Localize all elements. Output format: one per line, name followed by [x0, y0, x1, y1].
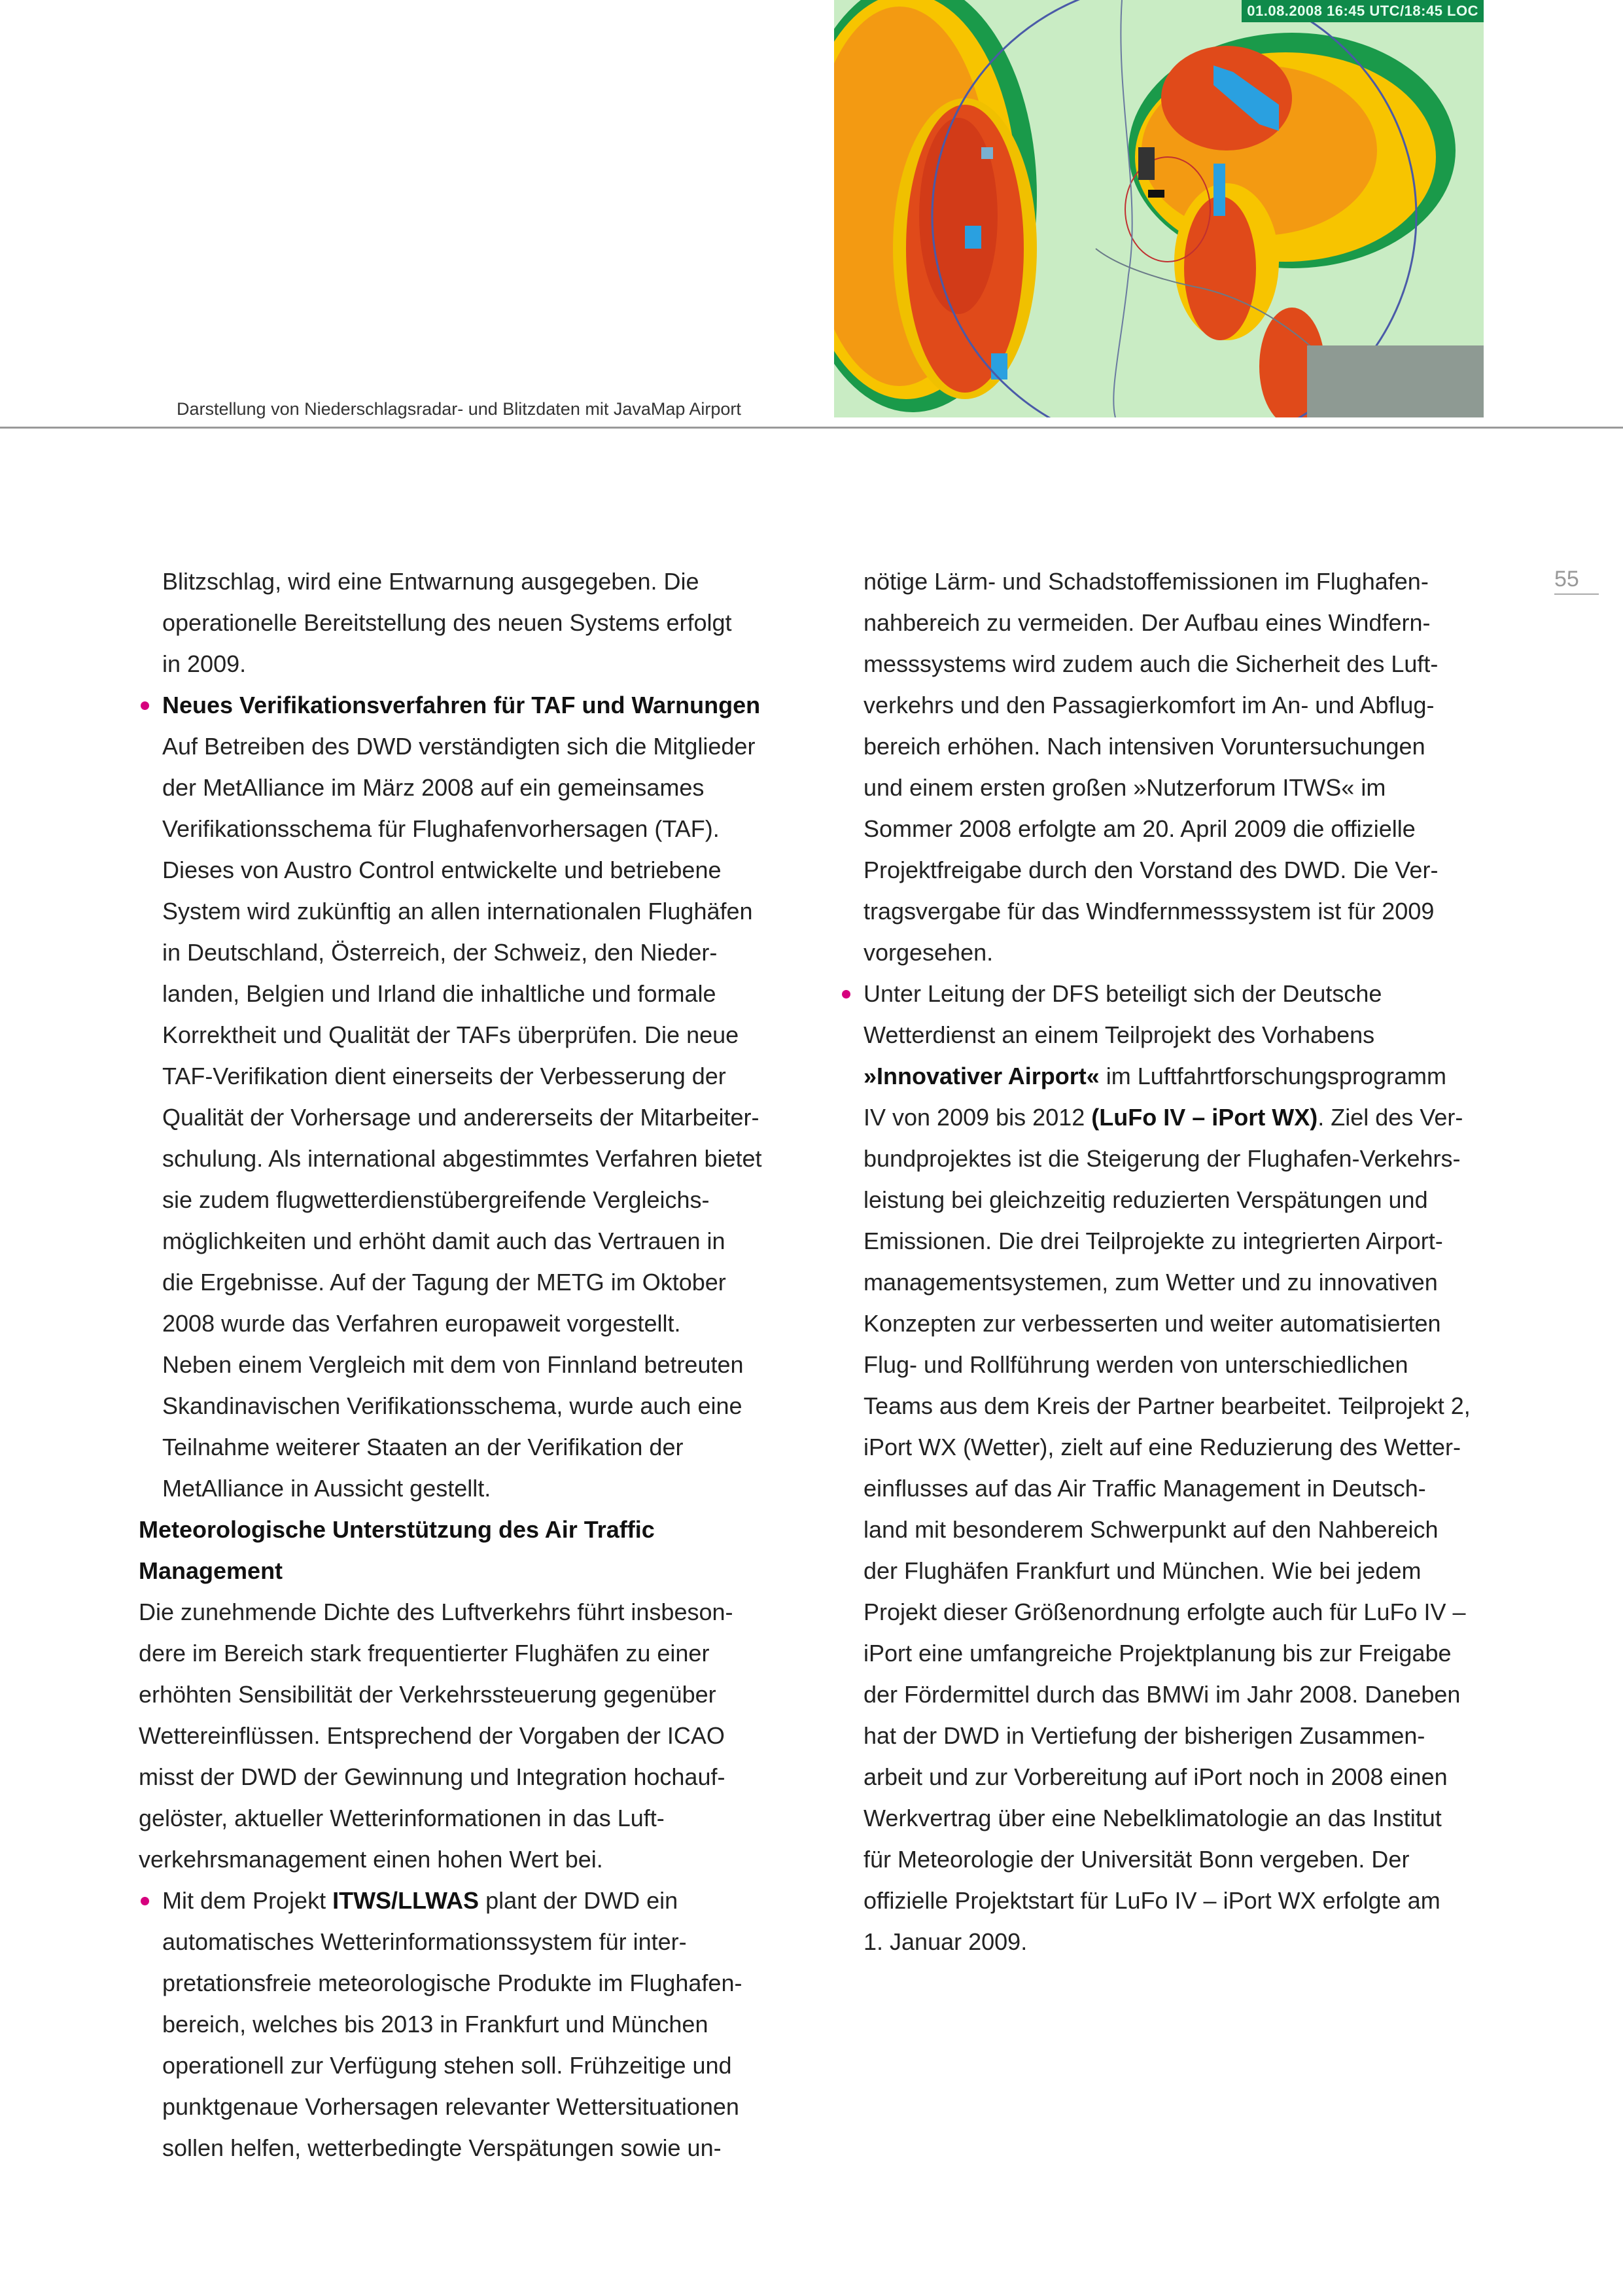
text: misst der DWD der Gewinnung und Integration hochauf-	[139, 1763, 725, 1790]
text-line	[840, 808, 1471, 849]
text: Sommer 2008 erfolgte am 20. April 2009 die offizielle	[864, 815, 1416, 842]
text: im Luftfahrtforschungsprogramm	[1099, 1063, 1446, 1089]
text-line	[840, 1014, 1471, 1055]
text: dere im Bereich stark frequentierter Flughäfen zu einer	[139, 1640, 710, 1667]
text-line	[840, 1591, 1471, 1633]
radar-legend	[1307, 345, 1484, 417]
text: erhöhten Sensibilität der Verkehrssteuerung gegenüber	[139, 1681, 716, 1708]
text-line	[139, 1385, 762, 1426]
text-line	[840, 1550, 1471, 1591]
text-line	[139, 2045, 762, 2086]
text: sie zudem flugwetterdienstübergreifende Vergleichs-	[162, 1186, 710, 1213]
text: 1. Januar 2009.	[864, 1928, 1028, 1955]
text-line	[840, 1138, 1471, 1179]
text-line	[139, 1633, 762, 1674]
text-line	[840, 1715, 1471, 1756]
text-line	[139, 1426, 762, 1468]
text: Projekt dieser Größenordnung erfolgte auch für LuFo IV –	[864, 1598, 1466, 1625]
text-line	[139, 1674, 762, 1715]
text: Projektfreigabe durch den Vorstand des DWD. Die Ver-	[864, 857, 1439, 883]
text: der MetAlliance im März 2008 auf ein gemeinsames	[162, 774, 705, 801]
text: TAF-Verifikation dient einerseits der Verbesserung der	[162, 1063, 726, 1089]
text-line	[139, 891, 762, 932]
text: Skandinavischen Verifikationsschema, wurde auch eine	[162, 1392, 742, 1419]
text: Teams aus dem Kreis der Partner bearbeitet. Teilprojekt 2,	[864, 1392, 1471, 1419]
text-line	[139, 1797, 762, 1839]
text-line	[840, 1756, 1471, 1797]
text: Qualität der Vorhersage und andererseits der Mitarbeiter-	[162, 1104, 759, 1131]
text: Korrektheit und Qualität der TAFs überprüfen. Die neue	[162, 1021, 739, 1048]
text-line	[139, 1509, 762, 1550]
text: Wetterdienst an einem Teilprojekt des Vorhabens	[864, 1021, 1375, 1048]
text: der Flughäfen Frankfurt und München. Wie bei jedem	[864, 1557, 1422, 1584]
text-line	[840, 1385, 1471, 1426]
radar-map-image	[834, 0, 1484, 417]
text: tragsvergabe für das Windfernmesssystem ist für 2009	[864, 898, 1435, 925]
text-line	[139, 602, 762, 643]
text-line	[840, 1262, 1471, 1303]
page-number: 55	[1554, 567, 1579, 592]
text: managementsystemen, zum Wetter und zu innovativen	[864, 1269, 1438, 1296]
text: iPort WX (Wetter), zielt auf eine Reduzierung des Wetter-	[864, 1434, 1461, 1460]
text-line	[840, 1303, 1471, 1344]
text-line	[840, 1468, 1471, 1509]
page-number-underline	[1554, 593, 1599, 595]
text: der Fördermittel durch das BMWi im Jahr 2008. Daneben	[864, 1681, 1461, 1708]
text: Dieses von Austro Control entwickelte und betriebene	[162, 857, 722, 883]
text-line	[139, 2004, 762, 2045]
bold-text: ITWS/LLWAS	[332, 1887, 480, 1914]
text: operationelle Bereitstellung des neuen Systems erfolgt	[162, 609, 732, 636]
text-line	[139, 932, 762, 973]
text-line	[139, 1550, 762, 1591]
text: Mit dem Projekt	[162, 1887, 333, 1914]
text-line	[139, 1138, 762, 1179]
text: gelöster, aktueller Wetterinformationen in das Luft-	[139, 1805, 665, 1831]
text: verkehrsmanagement einen hohen Wert bei.	[139, 1846, 603, 1873]
text: Werkvertrag über eine Nebelklimatologie an das Institut	[864, 1805, 1442, 1831]
bold-text: Management	[139, 1557, 283, 1584]
text-line	[139, 1014, 762, 1055]
text-line	[139, 1055, 762, 1097]
text: . Ziel des Ver-	[1318, 1104, 1463, 1131]
text-line	[840, 602, 1471, 643]
text-line	[840, 1797, 1471, 1839]
text: Konzepten zur verbesserten und weiter automatisierten	[864, 1310, 1441, 1337]
text-line	[840, 1220, 1471, 1262]
text-line	[139, 767, 762, 808]
text: automatisches Wetterinformationssystem für inter-	[162, 1928, 687, 1955]
text: Blitzschlag, wird eine Entwarnung ausgegeben. Die	[162, 568, 699, 595]
text: Auf Betreiben des DWD verständigten sich die Mitglieder	[162, 733, 756, 760]
text-line	[139, 1097, 762, 1138]
text-line	[139, 1179, 762, 1220]
bold-text: Neues Verifikationsverfahren für TAF und Warnungen	[162, 692, 761, 718]
text: Die zunehmende Dichte des Luftverkehrs führt insbeson-	[139, 1598, 733, 1625]
text: in Deutschland, Österreich, der Schweiz, den Nieder-	[162, 939, 718, 966]
text-line	[139, 643, 762, 684]
right-text-column	[840, 561, 1471, 1962]
bullet-list-item-line	[139, 1880, 762, 1921]
text: die Ergebnisse. Auf der Tagung der METG im Oktober	[162, 1269, 726, 1296]
text: bereich erhöhen. Nach intensiven Voruntersuchungen	[864, 733, 1425, 760]
radar-timestamp: 01.08.2008 16:45 UTC/18:45 LOC	[1242, 0, 1484, 22]
text-line	[840, 726, 1471, 767]
figure-caption: Darstellung von Niederschlagsradar- und Blitzdaten mit JavaMap Airport	[177, 399, 741, 419]
text: Verifikationsschema für Flughafenvorhersagen (TAF).	[162, 815, 720, 842]
text-line	[139, 1303, 762, 1344]
text-line	[840, 1921, 1471, 1962]
text: bereich, welches bis 2013 in Frankfurt und München	[162, 2011, 708, 2038]
text: System wird zukünftig an allen internationalen Flughäfen	[162, 898, 753, 925]
text: bundprojektes ist die Steigerung der Flughafen-Verkehrs-	[864, 1145, 1461, 1172]
text: landen, Belgien und Irland die inhaltliche und formale	[162, 980, 716, 1007]
text: Emissionen. Die drei Teilprojekte zu integrierten Airport-	[864, 1227, 1443, 1254]
text-line	[840, 643, 1471, 684]
text: nötige Lärm- und Schadstoffemissionen im Flughafen-	[864, 568, 1429, 595]
text: und einem ersten großen »Nutzerforum ITWS« im	[864, 774, 1386, 801]
text-line	[840, 684, 1471, 726]
text-line	[840, 767, 1471, 808]
text-line	[139, 726, 762, 767]
text: iPort eine umfangreiche Projektplanung bis zur Freigabe	[864, 1640, 1452, 1667]
text: verkehrs und den Passagierkomfort im An- und Abflug-	[864, 692, 1435, 718]
text: für Meteorologie der Universität Bonn vergeben. Der	[864, 1846, 1410, 1873]
text: Unter Leitung der DFS beteiligt sich der Deutsche	[864, 980, 1382, 1007]
text-line	[840, 1097, 1471, 1138]
text-line	[840, 1426, 1471, 1468]
text: MetAlliance in Aussicht gestellt.	[162, 1475, 491, 1502]
text-line	[139, 1468, 762, 1509]
text-line	[840, 891, 1471, 932]
bullet-list-item-line	[139, 684, 762, 726]
text-line	[840, 1674, 1471, 1715]
text-line	[139, 1715, 762, 1756]
text-line	[139, 2127, 762, 2168]
text: IV von 2009 bis 2012	[864, 1104, 1092, 1131]
text-line	[139, 1220, 762, 1262]
text: Flug- und Rollführung werden von unterschiedlichen	[864, 1351, 1408, 1378]
bold-text: Meteorologische Unterstützung des Air Traffic	[139, 1516, 655, 1543]
text-line	[139, 1344, 762, 1385]
text-line	[840, 849, 1471, 891]
text-line	[840, 1179, 1471, 1220]
text-line	[840, 1344, 1471, 1385]
text-line	[139, 1591, 762, 1633]
text: sollen helfen, wetterbedingte Verspätungen sowie un-	[162, 2134, 722, 2161]
text: messsystems wird zudem auch die Sicherheit des Luft-	[864, 650, 1439, 677]
text-line	[840, 1055, 1471, 1097]
text-line	[139, 1962, 762, 2004]
text: hat der DWD in Vertiefung der bisherigen Zusammen-	[864, 1722, 1425, 1749]
bold-text: »Innovativer Airport«	[864, 1063, 1100, 1089]
text: möglichkeiten und erhöht damit auch das Vertrauen in	[162, 1227, 725, 1254]
text-line	[139, 1921, 762, 1962]
text: land mit besonderem Schwerpunkt auf den Nahbereich	[864, 1516, 1439, 1543]
text-line	[139, 1756, 762, 1797]
text: punktgenaue Vorhersagen relevanter Wettersituationen	[162, 2093, 739, 2120]
text: leistung bei gleichzeitig reduzierten Verspätungen und	[864, 1186, 1428, 1213]
text: Neben einem Vergleich mit dem von Finnland betreuten	[162, 1351, 744, 1378]
bold-text: (LuFo IV – iPort WX)	[1091, 1104, 1318, 1131]
text-line	[840, 1839, 1471, 1880]
text-line	[840, 561, 1471, 602]
text-line	[840, 1633, 1471, 1674]
text: in 2009.	[162, 650, 247, 677]
text: Teilnahme weiterer Staaten an der Verifikation der	[162, 1434, 684, 1460]
text-line	[139, 973, 762, 1014]
text-line	[840, 932, 1471, 973]
caption-divider	[0, 427, 1623, 429]
text-line	[139, 808, 762, 849]
text-line	[840, 1880, 1471, 1921]
text: pretationsfreie meteorologische Produkte im Flughafen-	[162, 1969, 742, 1996]
text: nahbereich zu vermeiden. Der Aufbau eines Windfern-	[864, 609, 1431, 636]
bullet-list-item-line	[840, 973, 1471, 1014]
text: arbeit und zur Vorbereitung auf iPort noch in 2008 einen	[864, 1763, 1448, 1790]
text: Wettereinflüssen. Entsprechend der Vorgaben der ICAO	[139, 1722, 725, 1749]
text-line	[840, 1509, 1471, 1550]
text-line	[139, 561, 762, 602]
text-line	[139, 2086, 762, 2127]
text-line	[139, 1839, 762, 1880]
text: schulung. Als international abgestimmtes Verfahren bietet	[162, 1145, 762, 1172]
text: 2008 wurde das Verfahren europaweit vorgestellt.	[162, 1310, 681, 1337]
text: einflusses auf das Air Traffic Management in Deutsch-	[864, 1475, 1426, 1502]
text: operationell zur Verfügung stehen soll. Frühzeitige und	[162, 2052, 732, 2079]
text: plant der DWD ein	[479, 1887, 678, 1914]
text-line	[139, 1262, 762, 1303]
text-line	[139, 849, 762, 891]
left-text-column	[139, 561, 762, 2168]
text: vorgesehen.	[864, 939, 994, 966]
text: offizielle Projektstart für LuFo IV – iPort WX erfolgte am	[864, 1887, 1440, 1914]
